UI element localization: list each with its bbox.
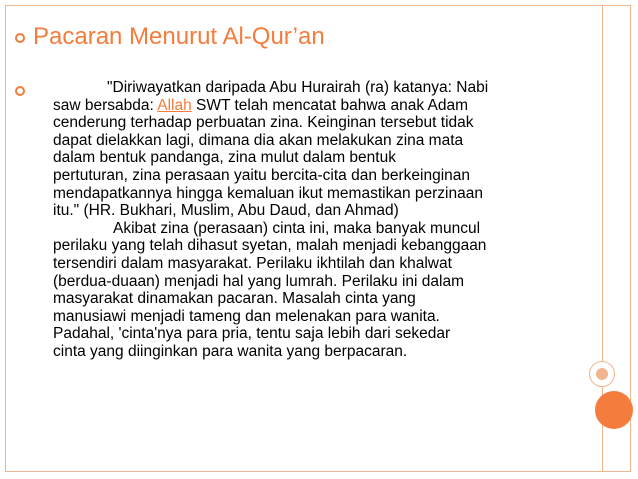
body-line: itu." (HR. Bukhari, Muslim, Abu Daud, dan Ahmad) xyxy=(53,202,399,220)
body-line xyxy=(53,97,613,115)
body-line: dapat dielakkan lagi, dimana dia akan melakukan zina mata xyxy=(53,131,464,149)
body-line-text: saw bersabda: xyxy=(53,96,158,114)
decor-large-circle xyxy=(595,391,633,429)
body-line: tersendiri dalam masyarakat. Perilaku ikhtilah dan khalwat xyxy=(53,254,452,272)
body-line: "Diriwayatkan daripada Abu Hurairah (ra) katanya: Nabi xyxy=(107,79,489,96)
body-line: Padahal, 'cinta'nya para pria, tentu saja lebih dari sekedar xyxy=(53,325,451,343)
body-line: masyarakat dinamakan pacaran. Masalah cinta yang xyxy=(53,290,416,308)
decor-small-circle xyxy=(596,368,608,380)
body-line: Akibat zina (perasaan) cinta ini, maka banyak muncul xyxy=(113,219,481,237)
title-bullet-icon xyxy=(15,33,25,43)
body-line: dalam bentuk pandanga, zina mulut dalam bentuk xyxy=(53,149,396,167)
body-paragraph xyxy=(53,79,613,361)
slide-title: Pacaran Menurut Al-Qur’an xyxy=(33,23,325,50)
body-line: perilaku yang telah dihasut syetan, malah menjadi kebanggaan xyxy=(53,237,487,255)
body-line: mendapatkannya hingga kemaluan ikut memastikan perzinaan xyxy=(53,184,483,202)
body-bullet-icon xyxy=(15,86,25,96)
body-line: cinta yang diinginkan para wanita yang berpacaran. xyxy=(53,342,408,360)
body-line: pertuturan, zina perasaan yaitu bercita-cita dan berkeinginan xyxy=(53,166,471,184)
body-line: (berdua-duaan) menjadi hal yang lumrah. Perilaku ini dalam xyxy=(53,272,464,290)
allah-link[interactable]: Allah xyxy=(157,96,192,114)
body-line: manusiawi menjadi tameng dan melenakan para wanita. xyxy=(53,307,440,325)
body-line-text: SWT telah mencatat bahwa anak Adam xyxy=(191,96,469,114)
body-line: cenderung terhadap perbuatan zina. Keinginan tersebut tidak xyxy=(53,114,474,132)
